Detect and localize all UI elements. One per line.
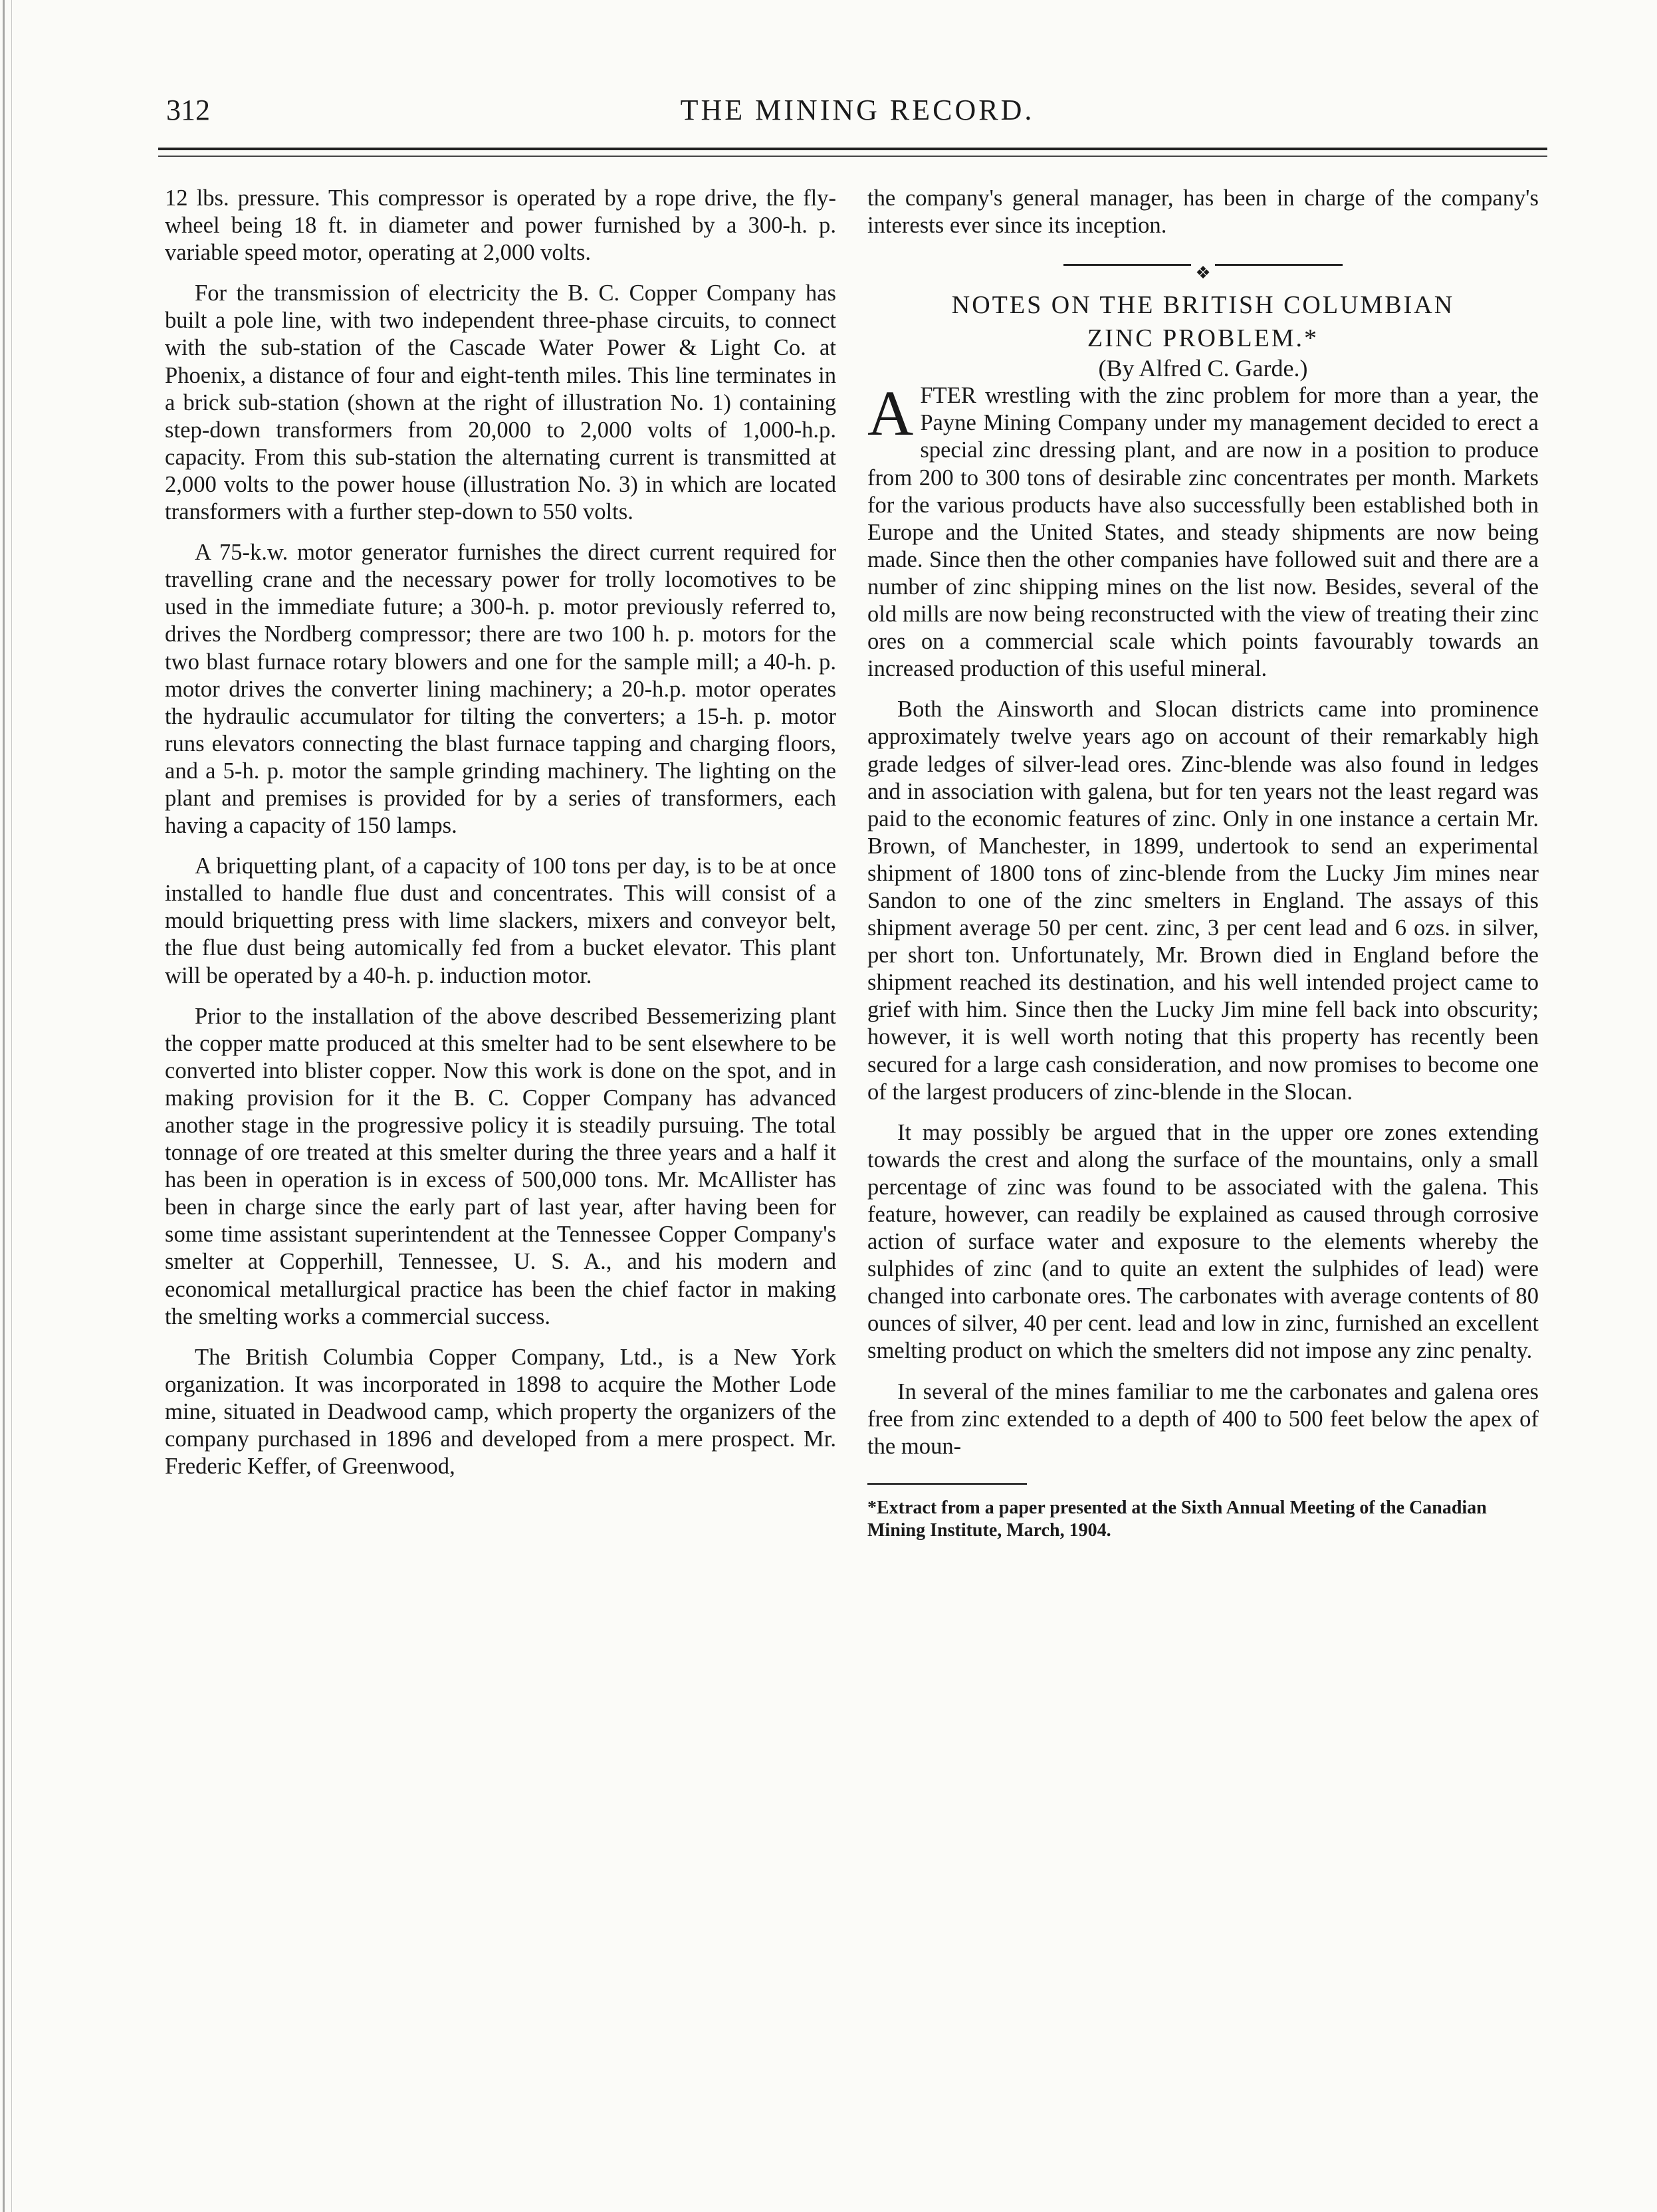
page-binding-edge (3, 0, 12, 2212)
lead-paragraph (867, 378, 1539, 683)
paragraph: A briquetting plant, of a capacity of 100 tons per day, is to be at once installed to handle flue dust and concentrates. This will consist of a mould briquetting press with lime slackers, mixers and conveyor belt, the flue dust being automically fed from a bucket elevator. This plant will be operated by a 40-h. p. induction motor. (165, 853, 836, 988)
paragraph: For the transmission of electricity the B. C. Copper Company has built a pole line, with two independent three-phase circuits, to connect with the sub-station of the Cascade Water Power & Light Co. at Phoenix, a distance of four and eight-tenth miles. This line terminates in a brick sub-station (shown at the right of illustration No. 1) containing step-down transformers from 20,000 to 2,000 volts of 1,000-h.p. capacity. From this sub-station the alternating current is transmitted at 2,000 volts to the power house (illustration No. 3) in which are located transformers with a further step-down to 550 volts. (165, 280, 836, 525)
paragraph: 12 lbs. pressure. This compressor is operated by a rope drive, the fly-wheel being 18 ft. in diameter and power furnished by a 300-h. p. variable speed motor, operating at 2,000 volts. (165, 185, 836, 266)
section-divider (1063, 258, 1343, 283)
journal-title: THE MINING RECORD. (680, 94, 1035, 126)
continuation-paragraph: the company's general manager, has been in charge of the company's interests ever since its inception. (867, 185, 1539, 239)
article-title-line: NOTES ON THE BRITISH COLUMBIAN (951, 291, 1455, 320)
drop-cap: A (867, 378, 914, 449)
paragraph: In several of the mines familiar to me the carbonates and galena ores free from zinc extended to a depth of 400 to 500 feet below the apex of the moun- (867, 1379, 1539, 1459)
paragraph: Prior to the installation of the above described Bessemerizing plant the copper matte produced at this smelter had to be sent elsewhere to be converted into blister copper. Now this work is done on the spot, and in making provision for it the B. C. Copper Company has advanced another stage in the progressive policy it is steadily pursuing. The total tonnage of ore treated at this smelter during the three years and a half it has been in operation is in excess of 500,000 tons. Mr. McAllister has been in charge since the early part of last year, after having been for some time assistant superintendent at the Tennessee Copper Company's smelter at Copperhill, Tennessee, U. S. A., and his modern and economical metallurgical practice has been the chief factor in making the smelting works a commercial success. (165, 1003, 836, 1329)
article-byline: (By Alfred C. Garde.) (1098, 355, 1308, 382)
article-title (867, 288, 1539, 355)
paragraph: It may possibly be argued that in the upper ore zones extending towards the crest and along the surface of the mountains, only a small percentage of zinc was found to be associated with the galena. This feature, however, can readily be explained as caused through corrosive action of surface water and exposure to the elements whereby the sulphides of zinc (and to quite an extent the sulphides of lead) were changed into carbonate ores. The carbonates with average contents of 80 ounces of silver, 40 per cent. lead and low in zinc, furnished an excellent smelting product on which the smelters did not impose any zinc penalty. (867, 1119, 1539, 1364)
header-rule (158, 148, 1547, 157)
divider-ornament-icon: ❖ (1191, 263, 1214, 282)
page-number: 312 (166, 94, 210, 126)
right-column (867, 185, 1539, 1542)
paragraph: A 75-k.w. motor generator furnishes the direct current required for travelling crane and the necessary power for trolly locomotives to be used in the immediate future; a 300-h. p. motor previously referred to, drives the Nordberg compressor; there are two 100 h. p. motors for the two blast furnace rotary blowers and one for the sample mill; a 40-h. p. motor drives the converter lining machinery; a 20-h.p. motor operates the hydraulic accumulator for tilting the converters; a 15-h. p. motor runs elevators connecting the blast furnace tapping and charging floors, and a 5-h. p. motor the sample grinding machinery. The lighting on the plant and premises is provided for by a series of transformers, each having a capacity of 150 lamps. (165, 540, 836, 839)
footnote: *Extract from a paper presented at the Sixth Annual Meeting of the Canadian Mining Institute, March, 1904. (867, 1497, 1487, 1541)
article-title-line: ZINC PROBLEM.* (1087, 324, 1319, 353)
lead-paragraph-text: FTER wrestling with the zinc problem for more than a year, the Payne Mining Company under my management decided to erect a special zinc dressing plant, and are now in a position to produce from 200 to 300 tons of desirable zinc concentrates per month. Markets for the various products have also successfully been established both in Europe and the United States, and steady shipments are now being made. Since then the other companies have followed suit and there are a number of zinc shipping mines on the list now. Besides, several of the old mills are now being reconstructed with the view of treating their zinc ores on a commercial scale which points favourably towards an increased production of this useful mineral. (867, 383, 1539, 682)
left-column (165, 185, 836, 1480)
footnote-rule (867, 1483, 1027, 1485)
paragraph: Both the Ainsworth and Slocan districts came into prominence approximately twelve years ago on account of their remarkably high grade ledges of silver-lead ores. Zinc-blende was also found in ledges and in association with galena, but for ten years not the least regard was paid to the economic features of zinc. Only in one instance a certain Mr. Brown, of Manchester, in 1899, undertook to send an experimental shipment of 1800 tons of zinc-blende from the Lucky Jim mines near Sandon to one of the zinc smelters in England. The assays of this shipment average 50 per cent. zinc, 3 per cent lead and 6 ozs. in silver, per short ton. Unfortunately, Mr. Brown died in England before the shipment reached its destination, and his well intended project came to grief with him. Since then the Lucky Jim mine fell back into obscurity; however, it is well worth noting that this property has recently been secured for a large cash consideration, and now promises to become one of the largest producers of zinc-blende in the Slocan. (867, 697, 1539, 1105)
paragraph: The British Columbia Copper Company, Ltd., is a New York organization. It was incorporated in 1898 to acquire the Mother Lode mine, situated in Deadwood camp, which property the organizers of the company purchased in 1896 and developed from a mere prospect. Mr. Frederic Keffer, of Greenwood, (165, 1344, 836, 1480)
running-header (166, 93, 1549, 133)
